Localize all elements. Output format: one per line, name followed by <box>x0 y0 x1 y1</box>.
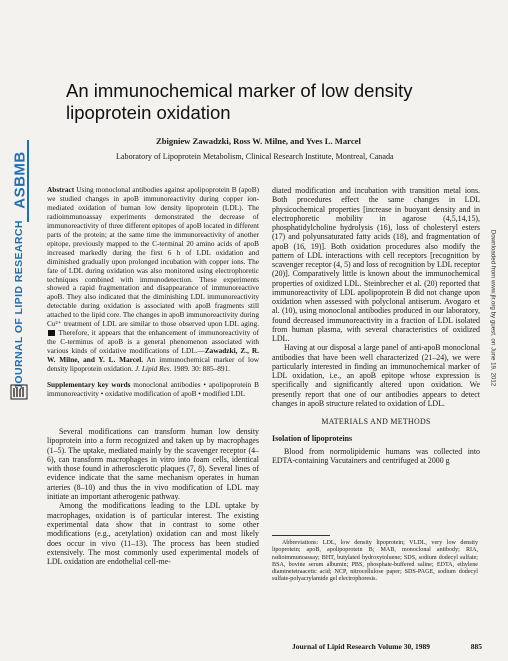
footnote: Abbreviations: LDL, low density lipoprotein; VLDL, very low density lipoprotein; apoB, apolipoprotein B; MAB, monoclonal antibody; RIA, radioimmunoassay; BHT, butylated hydroxytoluene; SDS, sodium dodecyl sulfate; BSA, bovine serum albumin; PBS, phosphate-buffered saline; EDTA, ethylene diaminetetraacetic acid; NCP, nitrocellulose paper; SDS-PAGE, sodium dodecyl sulfate-polyacrylamide gel electrophoresis. <box>272 540 478 583</box>
affiliation: Laboratory of Lipoprotein Metabolism, Clinical Research Institute, Montreal, Canada <box>116 152 394 161</box>
abstract-block <box>47 186 259 399</box>
body-paragraph: Having at our disposal a large panel of anti-apoB monoclonal antibodies that have been well characterized (21–24), we were particularly interested in finding an immunochemical marker of LDL oxidation, i.e., an apoB epitope whose expression is specifically and significantly altered upon oxidation. We presently report that one of our antibodies appears to detect changes in apoB structure related to oxidation of LDL. <box>272 343 480 408</box>
abstract-label: Abstract <box>47 185 75 194</box>
download-watermark: Downloaded from www.jlr.org by guest, on June 19, 2012 <box>489 229 497 386</box>
citation-text: An immunochemical marker of low density lipoprotein oxidation. <box>47 355 260 374</box>
journal-name-vertical: JOURNAL OF LIPID RESEARCH <box>13 220 25 390</box>
footnote-rule <box>272 535 330 536</box>
right-column <box>272 186 480 465</box>
abstract-text-b: Therefore, it appears that the enhancement of immunoreactivity of the C-terminus of apoB is a general phenomenon associated with various kinds of oxidative modifications of LDL.— <box>47 328 259 356</box>
intro-paragraph: Several modifications can transform human low density lipoprotein into a form recognized and taken up by macrophages (1–5). The uptake, mediated mainly by the scavenger receptor (4–6), can transform macrophages in vitro into foam cells, identical with those found in atherosclerotic plaques (7, 8). Several lines of evidence indicate that the same mechanism operates in human arteries (8–10) and thus the in vivo modification of LDL may initiate an important atherogenic pathway. <box>47 427 259 502</box>
asbmb-logo: ASBMB <box>11 151 29 209</box>
citation-authors: Zawadzki, Z., R. W. Milne, and Y. L. Marcel. <box>47 346 259 365</box>
journal-logo-icon <box>9 382 29 402</box>
running-footer <box>292 642 482 651</box>
intro-text <box>47 427 259 566</box>
body-paragraph: diated modification and incubation with transition metal ions. Both procedures effect the same changes in LDL physicochemical properties [increase in buoyant density and in electrophoretic mobility in agarose (4,5,14,15), phosphatidylcholine hydrolysis (16), loss of cholesteryl esters (17) and polyunsaturated fatty acids (18), and fragmentation of apoB (16, 19)]. Both oxidation procedures also modify the pattern of LDL interactions with cell receptors [recognition by scavenger receptor (4, 5) and loss of recognition by LDL receptor (20)]. Comparatively little is known about the immunochemical properties of oxidized LDL. Steinbrecher et al. (20) reported that immunoreactivity of LDL apolipoprotein B did not change upon oxidation when assessed with polyclonal antiserum. Avogaro et al. (10), using monoclonal antibodies produced in our laboratory, found decreased immunoreactivity in a fraction of LDL isolated from human plasma, with several characteristics of oxidized LDL. <box>272 186 480 343</box>
article-title: An immunochemical marker of low density lipoprotein oxidation <box>66 80 413 123</box>
page-number: 885 <box>470 642 482 651</box>
keywords-text: monoclonal antibodies • apolipoprotein B immunoreactivity • oxidative modification of apoB • modified LDL <box>47 380 259 398</box>
section-heading: MATERIALS AND METHODS <box>321 417 431 426</box>
citation-journal: J. Lipid Res. <box>134 364 172 374</box>
footer-journal: Journal of Lipid Research Volume 30, 1989 <box>292 642 430 651</box>
end-square-icon <box>48 330 55 336</box>
intro-paragraph: Among the modifications leading to the LDL uptake by macrophages, oxidation is of particular interest. The existing experimental data show that in contrast to some other modifications (e.g., acetylation) oxidation can and most likely does occur in vivo (11–13). The process has been studied extensively. The most commonly used experimental models of LDL oxidation are endothelial cell-me- <box>47 501 259 567</box>
keywords-label: Supplementary key words <box>47 380 131 390</box>
abstract-text-a: Using monoclonal antibodies against apolipoprotein B (apoB) we studied changes in apoB immunoreactivity during copper ion-mediated oxidation of human low density lipoprotein (LDL). The radioimmunoassay experiments demonstrated the decrease of immunoreactivity of three different epitopes of apoB located in different parts of the protein; at the same time the immunoreactivity of another epitope, previously mapped to the C-terminal 20 amino acids of apoB increased markedly during the first 6 h of LDL oxidation and diminished gradually upon prolonged incubation with copper ions. The fate of LDL during oxidation was also monitored using electrophoretic techniques combined with immunodetection. These experiments showed a rapid fragmentation and disappearance of immunoreactive apoB. They also indicated that the diminishing LDL immunoreactivity detectable during oxidation is associated with apoB fragments still attached to the lipid core. The changes in apoB immunoreactivity during Cu²⁺ treatment of LDL are similar to those observed upon LDL aging. <box>47 185 259 329</box>
methods-paragraph: Blood from normolipidemic humans was collected into EDTA-containing Vacutainers and centrifuged at 2000 g <box>272 446 480 465</box>
subsection-heading: Isolation of lipoproteins <box>272 434 353 444</box>
citation-volume: 1989. 30: 885–891. <box>171 364 231 374</box>
author-list: Zbigniew Zawadzki, Ross W. Milne, and Yves L. Marcel <box>156 136 361 146</box>
